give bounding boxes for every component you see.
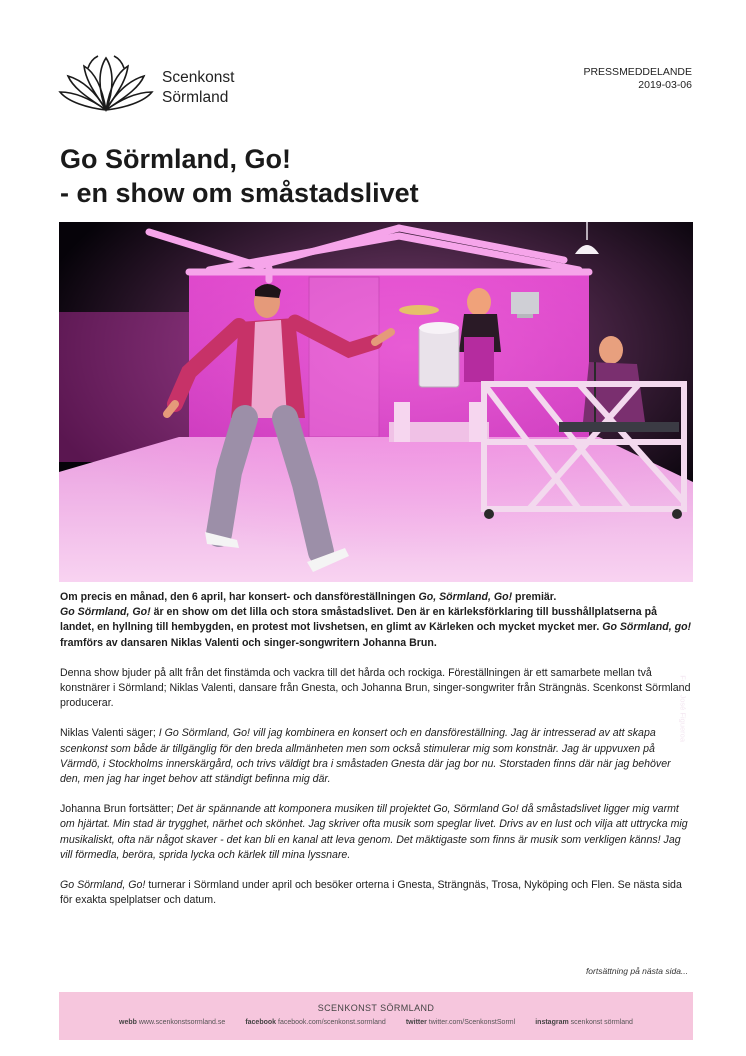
lead-show-title-2: Go Sörmland, Go!	[60, 606, 151, 619]
lead-paragraph	[60, 590, 692, 651]
show-title: Go Sörmland, Go!	[60, 879, 146, 892]
lead-text-1: Om precis en månad, den 6 april, har konsert- och dansföreställningen	[60, 591, 419, 603]
photo-credit: Foto: José Figueroa	[679, 675, 688, 742]
footer-link-label: instagram	[535, 1019, 569, 1026]
logo-line-2: Sörmland	[162, 89, 229, 106]
stage-illustration	[59, 222, 693, 582]
page-title	[60, 142, 700, 210]
footer-link-label: webb	[119, 1019, 137, 1026]
footer-links	[59, 1019, 693, 1026]
lead-text-4: framförs av dansaren Niklas Valenti och singer-songwritern Johanna Brun.	[60, 636, 437, 649]
article-body	[60, 590, 692, 923]
document-type: PRESSMEDDELANDE	[583, 66, 692, 78]
paragraph-2: Denna show bjuder på allt från det finstämda och vackra till det hårda och rockiga. Föreställningen är ett samarbete mellan två konstnärer i Sörmland; Niklas Valenti, dansare från Gnesta, och Johanna Brun, singer-songwriter från Strängnäs. Scenkonst Sörmland producerar.	[60, 666, 691, 710]
footer-link-value: scenkonst sörmland	[570, 1019, 633, 1026]
tour-text: turnerar i Sörmland under april och besöker orterna i Gnesta, Strängnäs, Trosa, Nyköping och Flen. Se nästa sida för exakta spelplatser och datum.	[60, 879, 682, 907]
lead-show-title-1: Go, Sörmland, Go!	[418, 591, 513, 603]
footer-link-label: facebook	[245, 1019, 277, 1026]
footer-link-web[interactable]	[119, 1019, 225, 1026]
footer-link-value: twitter.com/ScenkonstSorml	[428, 1019, 516, 1026]
footer-link-value: facebook.com/scenkonst.sormland	[278, 1019, 386, 1026]
footer-link-value: www.scenkonstsormland.se	[138, 1019, 226, 1026]
footer-title: SCENKONST SÖRMLAND	[317, 1003, 435, 1013]
continued-note: fortsättning på nästa sida...	[585, 966, 688, 976]
paragraph-4	[60, 802, 692, 863]
lead-text-2: premiär.	[512, 591, 557, 603]
quote-intro-valenti: Niklas Valenti säger;	[60, 727, 159, 740]
paragraph-3	[60, 726, 692, 787]
quote-valenti: I Go Sörmland, Go! vill jag kombinera en konsert och en dansföreställning. Jag är intresserad av att skapa scenkonst som både är tillgänglig för den breda allmänheten men som också stimulerar mig som konstnär. Jag är uppvuxen på Värmdö, i Stockholms innerskärgård, och trivs väldigt bra i småstaden Gnesta där jag bor nu. Storstaden finns där när jag behöver den, men jag har inget behov att ständigt befinna mig där.	[60, 727, 671, 786]
title-line-1: Go Sörmland, Go!	[60, 144, 292, 174]
lead-text-3: är en show om det lilla och stora småstadslivet. Den är en kärleksförklaring till busshållplatserna på landet, en hyllning till hembygden, en protest mot livshetsen, en glimt av Kärleken och mycket mycket mer.	[60, 606, 657, 634]
footer-link-label: twitter	[405, 1019, 427, 1026]
footer-link-twitter[interactable]	[406, 1019, 515, 1026]
title-line-2: - en show om småstadslivet	[60, 178, 419, 208]
document-date: 2019-03-06	[638, 79, 692, 91]
footer	[59, 992, 693, 1040]
footer-link-facebook[interactable]	[245, 1019, 385, 1026]
quote-brun: Det är spännande att komponera musiken till projektet Go, Sörmland Go! då småstadslivet ligger mig varmt om hjärtat. Min stad är trygghet, närhet och skönhet. Jag skriver ofta musik som speglar livet. Drivs av en lust och vilja att uttrycka mig musikaliskt, ofta när något skaver - det kan bli en kanal att leva genom. Det mäktigaste som finns är musik som verkligen känns! Jag vill förmedla, beröra, sprida lycka och kärlek till mina lyssnare.	[60, 803, 688, 861]
logo-line-1: Scenkonst	[162, 69, 235, 86]
paragraph-5	[60, 878, 692, 908]
document-meta	[583, 66, 692, 92]
lotus-logo-icon	[58, 52, 154, 116]
logo-wordmark	[162, 68, 234, 108]
footer-link-instagram[interactable]	[535, 1019, 633, 1026]
quote-intro-brun: Johanna Brun fortsätter;	[60, 803, 177, 816]
logo	[58, 52, 298, 116]
lead-show-title-3: Go Sörmland, go!	[602, 621, 692, 634]
